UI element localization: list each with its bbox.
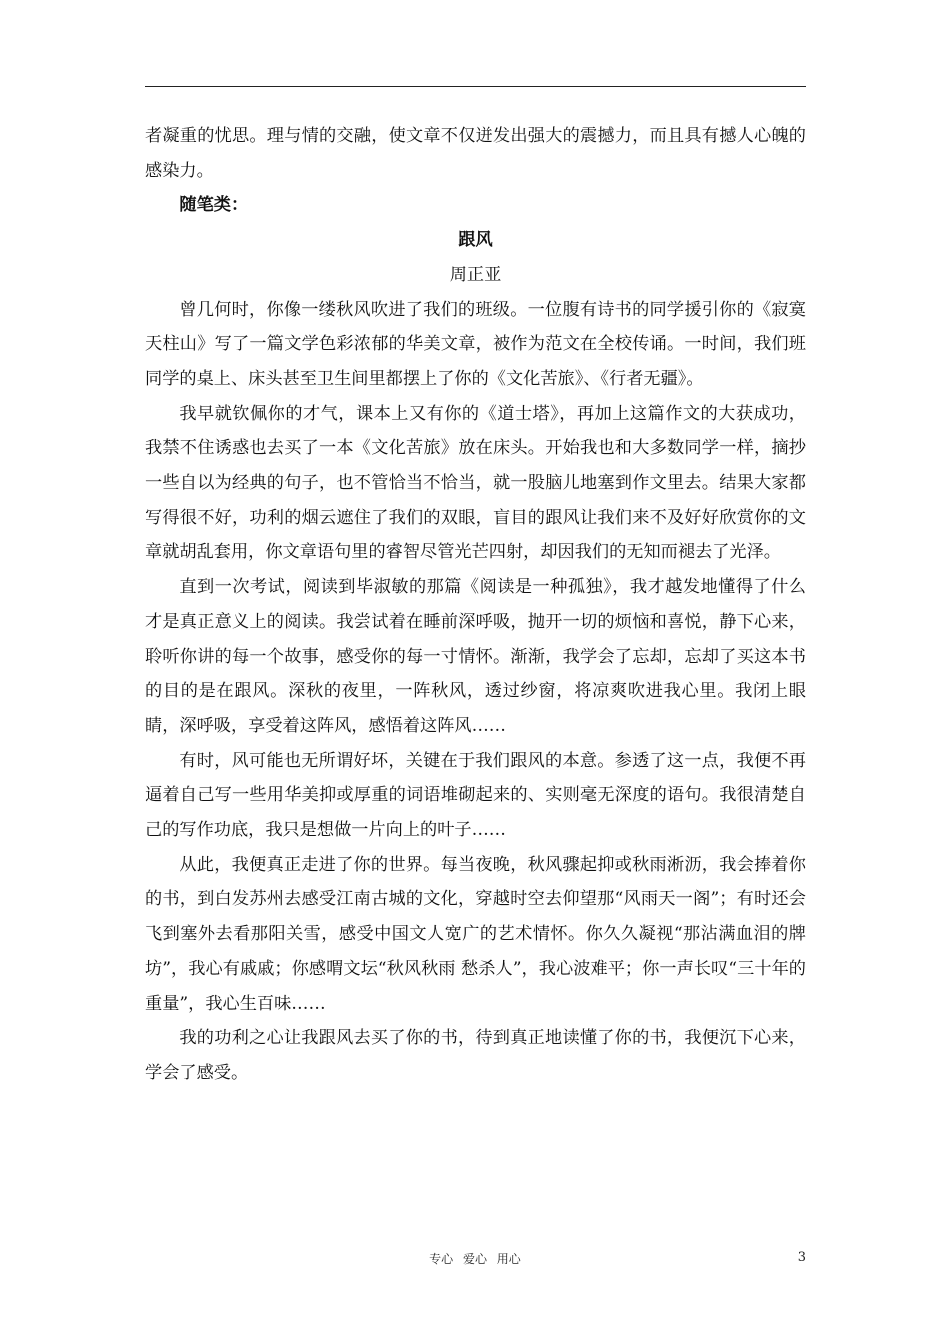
section-label: 随笔类： (179, 195, 249, 216)
essay-paragraph-3: 直到一次考试，阅读到毕淑敏的那篇《阅读是一种孤独》，我才越发地懂得了什么才是真正意义上的阅读。我尝试着在睡前深呼吸，抛开一切的烦恼和喜悦，静下心来，聆听你讲的每一个故事，感受你的每一寸情怀。渐渐，我学会了忘却，忘却了买这本书的目的是在跟风。深秋的夜里，一阵秋风，透过纱窗，将凉爽吹进我心里。我闭上眼睛，深呼吸，享受着这阵风，感悟着这阵风…… (145, 577, 806, 736)
footer-motto: 专心 爱心 用心 (429, 1252, 521, 1266)
essay-author: 周正亚 (449, 264, 502, 285)
essay-paragraph-5: 从此，我便真正走进了你的世界。每当夜晚，秋风骤起抑或秋雨淅沥，我会捧着你的书，到白发苏州去感受江南古城的文化，穿越时空去仰望那“风雨天一阁”；有时还会飞到塞外去看那阳关雪，感受中国文人宽广的艺术情怀。你久久凝视“那沾满血泪的牌坊”，我心有戚戚；你感喟文坛“秋风秋雨 愁杀人”，我心波难平；你一声长叹“三十年的重量”，我心生百味…… (145, 854, 806, 1014)
essay-paragraph-6: 我的功利之心让我跟风去买了你的书，待到真正地读懂了你的书，我便沉下心来，学会了感受。 (145, 1028, 806, 1083)
page-body (145, 119, 806, 1091)
essay-paragraph-2: 我早就钦佩你的才气，课本上又有你的《道士塔》，再加上这篇作文的大获成功，我禁不住诱惑也去买了一本《文化苦旅》放在床头。开始我也和大多数同学一样，摘抄一些自以为经典的句子，也不管恰当不恰当，就一股脑儿地塞到作文里去。结果大家都写得很不好，功利的烟云遮住了我们的双眼，盲目的跟风让我们来不及好好欣赏你的文章就胡乱套用，你文章语句里的睿智尽管光芒四射，却因我们的无知而褪去了光泽。 (145, 403, 806, 563)
page-number: 3 (797, 1250, 806, 1265)
intro-paragraph: 者凝重的忧思。理与情的交融，使文章不仅迸发出强大的震撼力，而且具有撼人心魄的感染力。 (145, 126, 806, 181)
essay-paragraph-4: 有时，风可能也无所谓好坏，关键在于我们跟风的本意。参透了这一点，我便不再逼着自己写一些用华美抑或厚重的词语堆砌起来的、实则毫无深度的语句。我很清楚自己的写作功底，我只是想做一片向上的叶子…… (145, 750, 806, 841)
essay-paragraph-1: 曾几何时，你像一缕秋风吹进了我们的班级。一位腹有诗书的同学援引你的《寂寞天柱山》写了一篇文学色彩浓郁的华美文章，被作为范文在全校传诵。一时间，我们班同学的桌上、床头甚至卫生间里都摆上了你的《文化苦旅》、《行者无疆》。 (145, 299, 806, 389)
essay-title: 跟风 (458, 230, 493, 251)
header-rule (145, 86, 806, 87)
